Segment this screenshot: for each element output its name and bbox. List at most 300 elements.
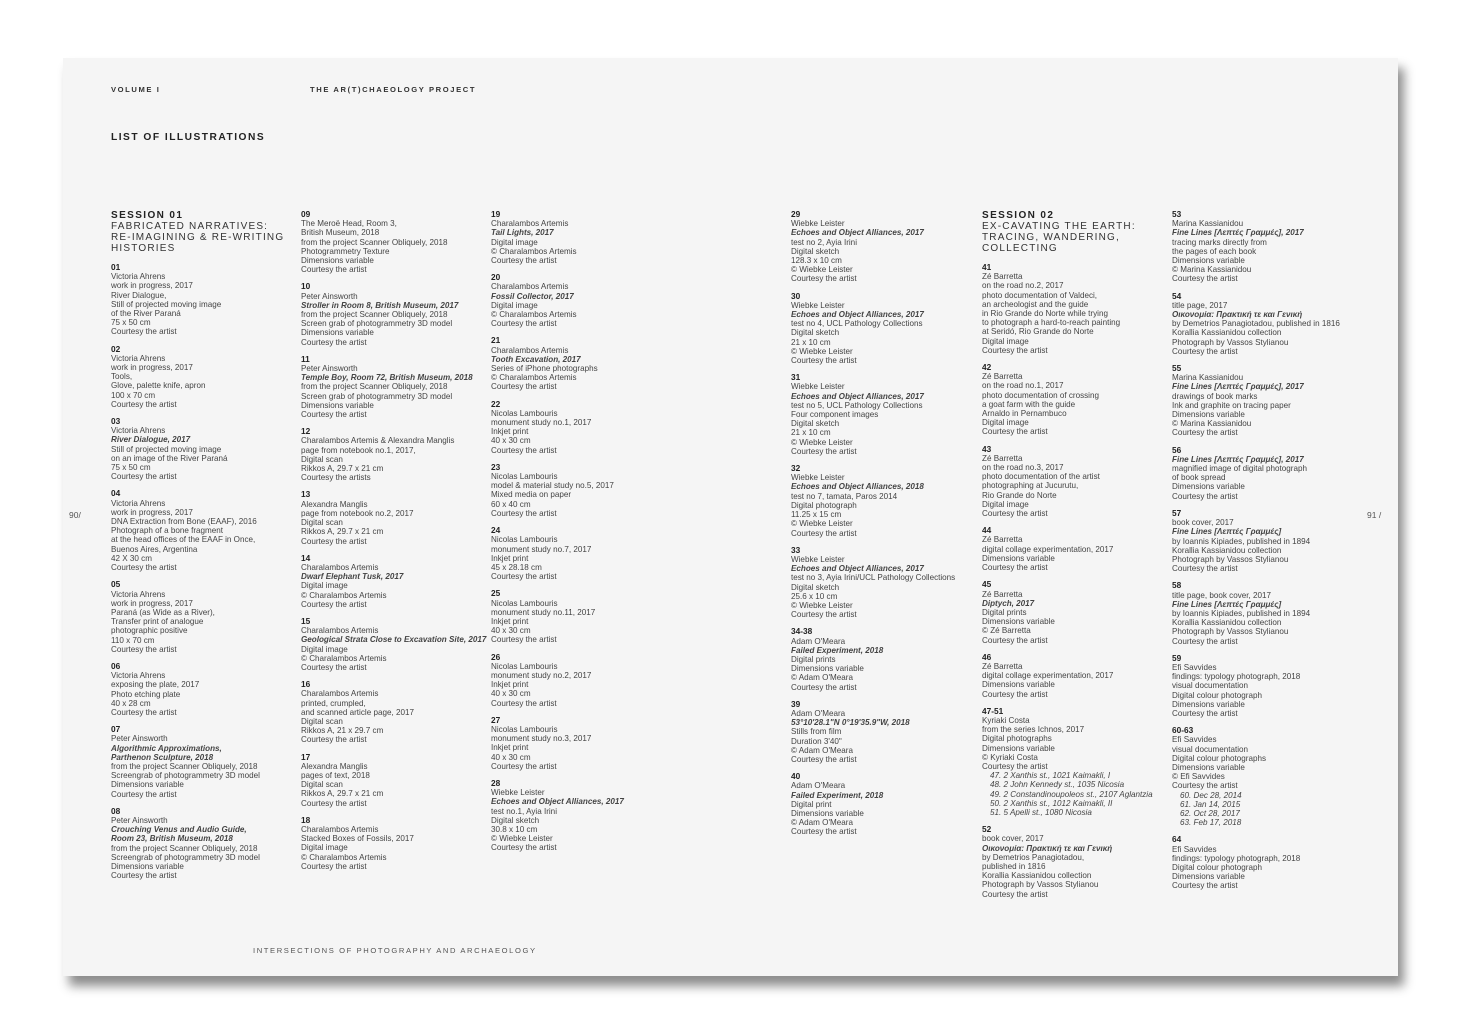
illustration-entry (301, 355, 487, 419)
illustration-entry (491, 716, 677, 771)
illustration-line: 110 x 70 cm (111, 635, 155, 645)
illustration-line: Courtesy the artist (982, 635, 1048, 645)
footer-title: INTERSECTIONS OF PHOTOGRAPHY AND ARCHAEOLOGY (253, 946, 537, 955)
illustration-line: Courtesy the artist (982, 689, 1048, 699)
illustration-number: 44 (982, 525, 992, 536)
illustration-line: from the project Scanner Obliquely, 2018 (301, 237, 448, 247)
illustration-entry (111, 263, 297, 337)
illustration-line: Rikkos A, 21 x 29.7 cm (301, 726, 384, 736)
illustration-line: © Wiebke Leister (791, 437, 853, 447)
illustration-line: Wiebke Leister (791, 473, 845, 483)
illustration-number: 34-38 (791, 626, 813, 637)
illustration-line: Transfer print of analogue (111, 617, 204, 627)
illustration-number: 57 (1172, 507, 1182, 518)
illustration-line: Courtesy the artist (491, 698, 557, 708)
illustration-line: Dwarf Elephant Tusk, 2017 (301, 572, 404, 582)
illustration-line: Courtesy the artist (301, 735, 367, 745)
illustration-line: © Efi Savvides (1172, 772, 1225, 782)
illustration-line: 61. Jan 14, 2015 (1180, 799, 1241, 809)
illustration-line: Korallia Kassianidou collection (1172, 328, 1282, 338)
column-1 (111, 210, 297, 888)
illustration-line: Charalambos Artemis (491, 282, 569, 292)
illustration-number: 19 (491, 209, 501, 219)
illustration-line: Fine Lines [Λεπτές Γραμμές], 2017 (1172, 382, 1304, 392)
illustration-line: 75 x 50 cm (111, 463, 151, 473)
illustration-line: Dimensions variable (791, 664, 864, 674)
illustration-line: Geological Strata Close to Excavation Site, 2017 (301, 635, 487, 645)
illustration-line: Digital image (301, 581, 348, 591)
column-3 (491, 210, 677, 861)
illustration-line: at the head offices of the EAAF in Once, (111, 535, 256, 545)
illustration-line: 75 x 50 cm (111, 318, 151, 328)
illustration-line: Digital image (301, 644, 348, 654)
illustration-line: Peter Ainsworth (111, 815, 168, 825)
illustration-line: 21 x 10 cm (791, 337, 831, 347)
illustration-line: 40 x 28 cm (111, 698, 151, 708)
illustration-line: Nicolas Lambouris (491, 598, 558, 608)
illustration-line: Courtesy the artist (982, 345, 1048, 355)
illustration-line: River Dialogue, (111, 290, 167, 300)
illustration-line: Courtesy the artist (301, 337, 367, 347)
session-title-line: HISTORIES (111, 243, 176, 254)
illustration-number: 46 (982, 651, 992, 662)
illustration-entry (111, 725, 297, 799)
session-title-line: EX-CAVATING THE EARTH: (982, 221, 1136, 232)
illustration-line: title page, 2017 (1172, 300, 1228, 310)
illustration-line: Peter Ainsworth (301, 364, 358, 374)
illustration-line: © Adam O'Meara (791, 818, 853, 828)
illustration-line: to photograph a hard-to-reach painting (982, 318, 1121, 328)
illustration-line: Dimensions variable (1172, 872, 1245, 882)
illustration-line: pages of text, 2018 (301, 770, 370, 780)
illustration-line: Photograph of a bone fragment (111, 526, 224, 536)
illustration-line: Fine Lines [Λεπτές Γραμμές], 2017 (1172, 228, 1304, 238)
illustration-line: © Marina Kassianidou (1172, 265, 1252, 275)
illustration-line: Fine Lines [Λεπτές Γραμμές], 2017 (1172, 454, 1304, 464)
illustration-line: Series of iPhone photographs (491, 364, 598, 374)
illustration-line: Adam O'Meara (791, 708, 846, 718)
illustration-entry (1172, 446, 1358, 501)
illustration-number: 58 (1172, 580, 1182, 591)
illustration-number: 64 (1172, 834, 1182, 845)
illustration-line: 51. 5 Apelli st., 1080 Nicosia (990, 807, 1092, 817)
illustration-line: Temple Boy, Room 72, British Museum, 2018 (301, 373, 473, 383)
illustration-line: 45 x 28.18 cm (491, 562, 542, 572)
illustration-number: 32 (791, 463, 801, 474)
illustration-entry (111, 345, 297, 409)
illustration-number: 02 (111, 343, 121, 354)
illustration-line: Courtesy the artist (491, 256, 557, 266)
illustration-entry (301, 210, 487, 274)
illustration-line: test no 4, UCL Pathology Collections (791, 319, 923, 329)
illustration-line: Digital colour photograph (1172, 690, 1262, 700)
illustration-line: monument study no.7, 2017 (491, 544, 592, 554)
illustration-line: at Seridó, Rio Grande do Norte (982, 327, 1094, 337)
illustration-number: 31 (791, 372, 801, 383)
illustration-line: Digital image (301, 843, 348, 853)
illustration-entry (301, 617, 487, 672)
illustration-line: 60. Dec 28, 2014 (1180, 790, 1242, 800)
illustration-line: Nicolas Lambouris (491, 408, 558, 418)
illustration-number: 60-63 (1172, 725, 1194, 736)
illustration-number: 21 (491, 335, 501, 346)
illustration-line: Dimensions variable (301, 256, 374, 266)
illustration-line: Victoria Ahrens (111, 272, 166, 282)
illustration-line: Dimensions variable (982, 743, 1055, 753)
illustration-line: photo documentation of crossing (982, 390, 1099, 400)
illustration-entry (491, 210, 677, 265)
illustration-line: Digital image (982, 418, 1029, 428)
illustration-line: Four component images (791, 410, 879, 420)
illustration-line: Mixed media on paper (491, 490, 572, 500)
illustration-line: Courtesy the artist (982, 427, 1048, 437)
illustration-line: Fossil Collector, 2017 (491, 291, 574, 301)
illustration-line: Alexandra Manglis (301, 761, 368, 771)
illustration-entry (111, 580, 297, 654)
session-title-line: TRACING, WANDERING, (982, 232, 1120, 243)
illustration-entry (301, 490, 487, 545)
illustration-line: Efi Savvides (1172, 735, 1217, 745)
illustration-line: visual documentation (1172, 744, 1249, 754)
illustration-line: 48. 2 John Kennedy st., 1035 Nicosia (990, 780, 1125, 790)
illustration-number: 25 (491, 588, 501, 599)
illustration-line: Glove, palette knife, apron (111, 381, 206, 391)
illustration-line: 50. 2 Xanthis st., 1012 Kaimakli, II (990, 798, 1113, 808)
illustration-line: Digital sketch (791, 419, 840, 429)
illustration-line: The Meroë Head, Room 3, (301, 219, 397, 229)
illustration-line: Dimensions variable (1172, 256, 1245, 266)
illustration-line: Inkjet print (491, 680, 529, 690)
illustration-line: Stills from film (791, 727, 842, 737)
illustration-line: 40 x 30 cm (491, 626, 531, 636)
illustration-line: Digital image (491, 237, 538, 247)
illustration-line: Screen grab of photogrammetry 3D model (301, 319, 453, 329)
illustration-line: Digital prints (982, 607, 1027, 617)
illustration-line: monument study no.1, 2017 (491, 418, 592, 428)
illustration-line: Screengrab of photogrammetry 3D model (111, 852, 260, 862)
illustration-line: Alexandra Manglis (301, 499, 368, 509)
illustration-line: Courtesy the artist (1172, 636, 1238, 646)
illustration-entry (982, 580, 1168, 644)
illustration-line: a goat farm with the guide (982, 399, 1076, 409)
illustration-entry (1172, 654, 1358, 718)
illustration-line: in Rio Grande do Norte while trying (982, 309, 1108, 319)
illustration-line: monument study no.3, 2017 (491, 734, 592, 744)
left-page-number: 90/ (69, 510, 81, 520)
list-title: LIST OF ILLUSTRATIONS (111, 132, 266, 143)
illustration-entry (982, 263, 1168, 355)
illustration-number: 41 (982, 262, 992, 272)
illustration-line: Stacked Boxes of Fossils, 2017 (301, 834, 414, 844)
session-heading (982, 210, 1168, 254)
illustration-line: Zé Barretta (982, 589, 1023, 599)
illustration-line: Dimensions variable (1172, 762, 1245, 772)
column-4 (791, 210, 977, 845)
illustration-line: Courtesy the artist (1172, 346, 1238, 356)
illustration-line: photographic positive (111, 626, 188, 636)
illustration-entry (301, 680, 487, 744)
illustration-entry (491, 653, 677, 708)
illustration-number: 22 (491, 398, 501, 409)
illustration-line: Inkjet print (491, 616, 529, 626)
illustration-line: Echoes and Object Alliances, 2017 (791, 564, 924, 574)
illustration-line: © Adam O'Meara (791, 745, 853, 755)
illustration-line: © Kyriaki Costa (982, 752, 1038, 762)
illustration-number: 59 (1172, 652, 1182, 663)
illustration-number: 03 (111, 416, 121, 427)
illustration-number: 18 (301, 814, 311, 825)
illustration-entry (1172, 509, 1358, 573)
illustration-line: page from notebook no.1, 2017, (301, 445, 416, 455)
illustration-line: Courtesy the artist (301, 599, 367, 609)
illustration-line: tracing marks directly from (1172, 237, 1267, 247)
illustration-line: British Museum, 2018 (301, 228, 380, 238)
illustration-line: Wiebke Leister (491, 788, 545, 798)
illustration-entry (791, 772, 977, 836)
illustration-line: Digital scan (301, 780, 343, 790)
illustration-line: Wiebke Leister (791, 554, 845, 564)
illustration-line: Courtesy the artist (982, 889, 1048, 899)
illustration-line: test no 5, UCL Pathology Collections (791, 400, 923, 410)
illustration-number: 27 (491, 714, 501, 725)
illustration-line: Inkjet print (491, 427, 529, 437)
illustration-entry (111, 417, 297, 481)
illustration-line: drawings of book marks (1172, 391, 1258, 401)
illustration-line: Tooth Excavation, 2017 (491, 354, 581, 364)
illustration-number: 29 (791, 209, 801, 219)
illustration-line: Courtesy the artist (1172, 881, 1238, 891)
illustration-line: Courtesy the artists (301, 473, 371, 483)
illustration-line: Zé Barretta (982, 372, 1023, 382)
illustration-line: © Charalambos Artemis (301, 590, 387, 600)
illustration-line: 42 X 30 cm (111, 553, 152, 563)
illustration-entry (111, 489, 297, 572)
illustration-number: 08 (111, 805, 121, 816)
illustration-line: 63. Feb 17, 2018 (1180, 818, 1242, 828)
illustration-line: book cover, 2017 (982, 834, 1044, 844)
illustration-entry (1172, 364, 1358, 438)
session-title-line: RE-IMAGINING & RE-WRITING (111, 232, 285, 243)
illustration-line: 60 x 40 cm (491, 499, 531, 509)
illustration-entry (111, 807, 297, 881)
illustration-line: by Ioannis Kipiades, published in 1894 (1172, 608, 1311, 618)
illustration-line: Digital scan (301, 518, 343, 528)
illustration-line: Charalambos Artemis (491, 345, 569, 355)
illustration-entry (301, 816, 487, 871)
illustration-line: Korallia Kassianidou collection (982, 871, 1092, 881)
illustration-entry (982, 707, 1168, 817)
illustration-entry (791, 627, 977, 691)
illustration-line: Echoes and Object Alliances, 2017 (491, 797, 624, 807)
illustration-entry (791, 464, 977, 538)
illustration-entry (491, 273, 677, 328)
illustration-line: Efi Savvides (1172, 662, 1217, 672)
illustration-line: © Wiebke Leister (791, 600, 853, 610)
illustration-line: of the River Paraná (111, 309, 181, 319)
illustration-entry (1172, 726, 1358, 827)
illustration-line: digital collage experimentation, 2017 (982, 671, 1114, 681)
illustration-line: 62. Oct 28, 2017 (1180, 808, 1240, 818)
illustration-line: page from notebook no.2, 2017 (301, 508, 414, 518)
illustration-line: 25.6 x 10 cm (791, 591, 838, 601)
illustration-line: Fine Lines [Λεπτές Γραμμές] (1172, 527, 1282, 537)
illustration-line: Οικονομία: Πρακτική τε και Γενική (982, 843, 1113, 853)
illustration-line: Efi Savvides (1172, 844, 1217, 854)
illustration-number: 04 (111, 488, 121, 499)
illustration-number: 39 (791, 698, 801, 709)
illustration-line: Marina Kassianidou (1172, 219, 1244, 229)
illustration-number: 26 (491, 651, 501, 662)
illustration-line: Courtesy the artist (111, 789, 177, 799)
illustration-line: from the project Scanner Obliquely, 2018 (111, 843, 258, 853)
illustration-line: Courtesy the artist (111, 399, 177, 409)
illustration-line: Tail Lights, 2017 (491, 228, 554, 238)
illustration-line: Screen grab of photogrammetry 3D model (301, 391, 453, 401)
illustration-line: Wiebke Leister (791, 219, 845, 229)
illustration-line: Courtesy the artist (491, 319, 557, 329)
illustration-number: 15 (301, 615, 311, 626)
illustration-entry (111, 662, 297, 717)
illustration-number: 12 (301, 426, 311, 437)
illustration-number: 14 (301, 552, 311, 563)
illustration-entry (1172, 292, 1358, 356)
illustration-entry (791, 373, 977, 456)
illustration-line: © Adam O'Meara (791, 673, 853, 683)
illustration-line: photo documentation of the artist (982, 472, 1100, 482)
illustration-entry (491, 526, 677, 581)
illustration-line: Courtesy the artist (1172, 564, 1238, 574)
illustration-entry (982, 526, 1168, 572)
illustration-number: 47-51 (982, 705, 1004, 716)
illustration-line: Courtesy the artist (301, 410, 367, 420)
illustration-line: Nicolas Lambouris (491, 472, 558, 482)
illustration-line: from the project Scanner Obliquely, 2018 (301, 382, 448, 392)
illustration-line: 11.25 x 15 cm (791, 510, 842, 520)
illustration-line: 53°10'28.1"N 0°19'35.9"W, 2018 (791, 718, 910, 728)
illustration-number: 11 (301, 353, 310, 364)
column-5 (982, 210, 1168, 907)
illustration-line: work in progress, 2017 (111, 598, 193, 608)
illustration-line: Echoes and Object Alliances, 2018 (791, 482, 924, 492)
illustration-line: Courtesy the artist (791, 356, 857, 366)
illustration-line: Victoria Ahrens (111, 426, 166, 436)
illustration-line: Digital sketch (791, 246, 840, 256)
illustration-entry (491, 589, 677, 644)
illustration-number: 09 (301, 209, 311, 219)
illustration-line: Rikkos A, 29.7 x 21 cm (301, 789, 384, 799)
illustration-number: 16 (301, 679, 311, 690)
illustration-line: Photograph by Vassos Stylianou (1172, 554, 1289, 564)
illustration-line: Duration 3'40" (791, 736, 842, 746)
illustration-line: © Wiebke Leister (491, 834, 553, 844)
illustration-line: Digital scan (301, 454, 343, 464)
illustration-line: Courtesy the artist (301, 265, 367, 275)
illustration-line: Crouching Venus and Audio Guide, (111, 825, 247, 835)
illustration-line: Nicolas Lambouris (491, 535, 558, 545)
illustration-line: visual documentation (1172, 681, 1249, 691)
session-title-line: FABRICATED NARRATIVES: (111, 221, 269, 232)
illustration-line: Marina Kassianidou (1172, 373, 1244, 383)
illustration-entry (791, 292, 977, 366)
illustration-line: Courtesy the artist (791, 610, 857, 620)
illustration-line: Courtesy the artist (982, 509, 1048, 519)
illustration-line: Courtesy the artist (982, 761, 1048, 771)
illustration-line: findings: typology photograph, 2018 (1172, 672, 1301, 682)
illustration-line: Buenos Aires, Argentina (111, 544, 198, 554)
illustration-line: Courtesy the artist (491, 382, 557, 392)
illustration-line: Digital scan (301, 716, 343, 726)
illustration-line: Courtesy the artist (301, 798, 367, 808)
illustration-line: Charalambos Artemis (301, 626, 379, 636)
illustration-line: model & material study no.5, 2017 (491, 481, 614, 491)
illustration-line: Digital image (491, 300, 538, 310)
illustration-number: 05 (111, 579, 121, 590)
illustration-line: River Dialogue, 2017 (111, 435, 191, 445)
illustration-entry (491, 400, 677, 455)
illustration-line: Courtesy the artist (491, 635, 557, 645)
illustration-line: Charalambos Artemis (301, 562, 379, 572)
illustration-line: test no 2, Ayia Irini (791, 237, 857, 247)
illustration-number: 54 (1172, 290, 1182, 301)
illustration-line: © Marina Kassianidou (1172, 419, 1252, 429)
illustration-line: 40 x 30 cm (491, 689, 531, 699)
illustration-line: © Charalambos Artemis (491, 246, 577, 256)
illustration-line: Echoes and Object Alliances, 2017 (791, 228, 924, 238)
illustration-entry (982, 653, 1168, 699)
illustration-line: from the series Ichnos, 2017 (982, 725, 1085, 735)
illustration-line: 47. 2 Xanthis st., 1021 Kaimakli, I (990, 771, 1111, 781)
illustration-line: Inkjet print (491, 553, 529, 563)
illustration-line: on an image of the River Paraná (111, 453, 228, 463)
illustration-line: Victoria Ahrens (111, 353, 166, 363)
illustration-line: Digital prints (791, 654, 836, 664)
illustration-line: the pages of each book (1172, 246, 1257, 256)
illustration-line: Dimensions variable (982, 617, 1055, 627)
right-page (729, 58, 1398, 976)
illustration-line: Algorithmic Approximations, (111, 743, 222, 753)
right-page-number: 91 / (1367, 510, 1382, 520)
illustration-line: Kyriaki Costa (982, 715, 1030, 725)
illustration-line: test no 3, Ayia Irini/UCL Pathology Collections (791, 573, 956, 583)
illustration-line: Adam O'Meara (791, 636, 846, 646)
illustration-line: Courtesy the artist (111, 563, 177, 573)
illustration-line: Dimensions variable (1172, 410, 1245, 420)
illustration-number: 10 (301, 281, 311, 292)
illustration-line: Digital photograph (791, 500, 857, 510)
illustration-line: Room 23, British Museum, 2018 (111, 834, 233, 844)
illustration-line: Inkjet print (491, 743, 529, 753)
illustration-line: © Zé Barretta (982, 626, 1031, 636)
illustration-line: an archeologist and the guide (982, 299, 1089, 309)
illustration-line: Zé Barretta (982, 272, 1023, 282)
illustration-entry (1172, 210, 1358, 284)
illustration-line: Failed Experiment, 2018 (791, 645, 884, 655)
illustration-entry (301, 554, 487, 609)
illustration-line: Dimensions variable (301, 400, 374, 410)
illustration-line: Courtesy the artist (491, 572, 557, 582)
illustration-line: Courtesy the artist (791, 528, 857, 538)
illustration-line: Arnaldo in Pernambuco (982, 409, 1067, 419)
illustration-line: Digital sketch (491, 815, 540, 825)
illustration-line: 40 x 30 cm (491, 436, 531, 446)
illustration-entry (491, 463, 677, 518)
illustration-line: Failed Experiment, 2018 (791, 790, 884, 800)
illustration-line: Digital sketch (791, 328, 840, 338)
illustration-line: Courtesy the artist (111, 707, 177, 717)
illustration-line: Charalambos Artemis & Alexandra Manglis (301, 436, 455, 446)
illustration-line: Charalambos Artemis (491, 219, 569, 229)
illustration-number: 55 (1172, 363, 1182, 374)
